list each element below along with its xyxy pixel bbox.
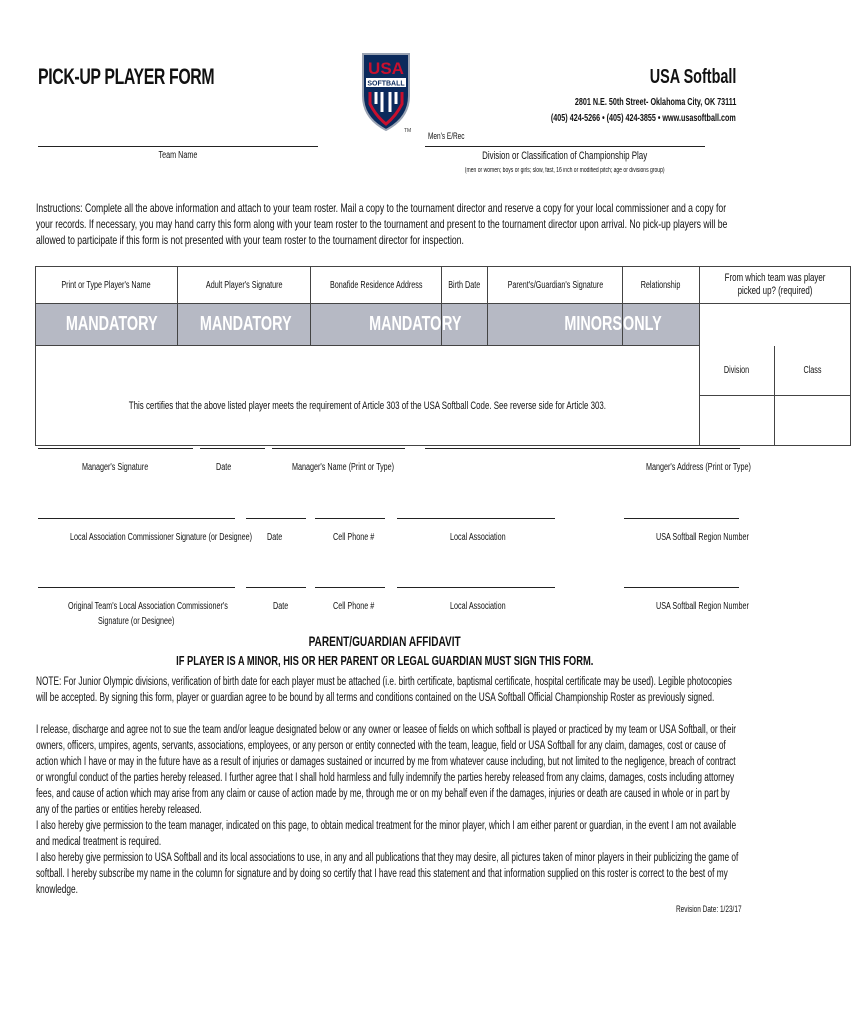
commissioner-phone-label: Cell Phone # xyxy=(333,532,375,543)
manager-name-label: Manager's Name (Print or Type) xyxy=(292,462,395,473)
mandatory-adult-signature[interactable]: MANDATORY xyxy=(177,304,311,346)
manager-name-line[interactable] xyxy=(272,448,405,449)
original-phone-label: Cell Phone # xyxy=(333,601,375,612)
original-region-label: USA Softball Region Number xyxy=(656,601,749,612)
header-parent-signature: Parent's/Guardian's Signature xyxy=(487,267,622,304)
commissioner-date-line[interactable] xyxy=(246,518,306,519)
division-hint: (men or women; boys or girls; slow, fast, 16 inch or modified pitch; age or divisions group) xyxy=(465,167,665,174)
original-date-label: Date xyxy=(273,601,289,612)
instructions-text: Instructions: Complete all the above information and attach to your team roster. Mail a copy to the tournament director and reserve a copy for your local commissioner and a copy for your records. If necessary, you may hand carry this form along with your team roster to the tournament and present to the tournament director upon arrival. No pick-up players will be allowed to participate if this form is not presented with your team roster to the tournament director for inspection. xyxy=(36,201,728,247)
mandatory-birth-date[interactable]: RY xyxy=(442,304,488,346)
commissioner-date-label: Date xyxy=(267,532,283,543)
org-name: USA Softball xyxy=(649,66,736,88)
header-picked-up-from: From which team was player picked up? (required) xyxy=(699,267,850,304)
original-local-association-line[interactable] xyxy=(397,587,555,588)
mandatory-address[interactable]: MANDATO xyxy=(311,304,442,346)
form-title: PICK-UP PLAYER FORM xyxy=(38,64,215,89)
affidavit-photos: I also hereby give permission to USA Softball and its local associations to use, in any and all publications that they may desire, all pictures taken of minor players in their publicizing the game of softball. I hereby subscribe my name in the column for signature and by doing so certify that I have read this statement and that information supplied on this roster is correct to the best of my knowledge. xyxy=(36,852,739,896)
manager-signature-line[interactable] xyxy=(38,448,193,449)
commissioner-phone-line[interactable] xyxy=(315,518,385,519)
logo-text-softball: SOFTBALL xyxy=(367,80,405,88)
division-line[interactable] xyxy=(425,146,705,147)
mandatory-player-name[interactable]: MANDATORY xyxy=(36,304,178,346)
commissioner-signature-label: Local Association Commissioner Signature (or Designee) xyxy=(70,532,253,543)
affidavit-subtitle: IF PLAYER IS A MINOR, HIS OR HER PARENT OR LEGAL GUARDIAN MUST SIGN THIS FORM. xyxy=(176,653,594,668)
original-phone-line[interactable] xyxy=(315,587,385,588)
logo-tm: TM xyxy=(404,128,412,134)
usa-softball-logo xyxy=(360,52,412,132)
manager-address-line[interactable] xyxy=(425,448,740,449)
manager-address-label: Manger's Address (Print or Type) xyxy=(646,462,751,473)
header-adult-signature: Adult Player's Signature xyxy=(177,267,311,304)
affidavit-medical: I also hereby give permission to the team manager, indicated on this page, to obtain medical treatment for the minor player, which I am either parent or guardian, in the event I am not available and medical treatment is required. xyxy=(36,820,737,848)
original-date-line[interactable] xyxy=(246,587,306,588)
affidavit-title: PARENT/GUARDIAN AFFIDAVIT xyxy=(308,633,462,649)
sub-header-class: Class xyxy=(774,346,850,396)
team-name-label: Team Name xyxy=(158,150,198,161)
original-commissioner-label: Original Team's Local Association Commissioner's xyxy=(68,601,228,612)
manager-date-label: Date xyxy=(216,462,232,473)
local-association-label: Local Association xyxy=(450,532,506,543)
region-number-label: USA Softball Region Number xyxy=(656,532,749,543)
affidavit-note: NOTE: For Junior Olympic divisions, verification of birth date for each player must be attached (i.e. birth certificate, baptismal certificate, hospital certificate may be used). Legible photocopies will be accepted. By signing this form, player or guardian agree to be bound by all terms and conditions contained on the USA Softball Official Championship Roster as previously signed. xyxy=(36,676,732,704)
team-name-line[interactable] xyxy=(38,146,318,147)
division-field[interactable] xyxy=(699,396,774,446)
header-birth-date: Birth Date xyxy=(442,267,488,304)
org-contact: (405) 424-5266 • (405) 424-3855 • www.usasoftball.com xyxy=(551,113,736,124)
logo-text-usa: USA xyxy=(368,59,404,78)
local-association-line[interactable] xyxy=(397,518,555,519)
revision-date: Revision Date: 1/23/17 xyxy=(676,904,742,914)
affidavit-release: I release, discharge and agree not to sue the team and/or league designated below or any owner or leasee of fields on which softball is played or practiced by my team or USA Softball, or their owners, officers, umpires, agents, servants, associations, employees, or any person or entity connected with the team, league, field or USA Softball for any claim, damages, cost or cause of action which I have or may in the future have as a result of injuries or damages sustained or incurred by me from whatever cause including, but not limited to the negligence, breach of contract or wrongful conduct of the parties hereby released. I further agree that I shall hold harmless and fully indemnify the parties hereby released from any claims, damages, costs including attorney fees, and cause of action which may arise from any claim or cause of action made by me, through me or on my behalf even if the damages, injuries or death are caused in whole or in part by any of the parties or entities hereby released. xyxy=(36,724,737,816)
certification-cell: This certifies that the above listed player meets the requirement of Article 303 of the USA Softball Code. See reverse side for Article 303. xyxy=(36,346,700,446)
original-commissioner-signature-line[interactable] xyxy=(38,587,235,588)
header-relationship: Relationship xyxy=(623,267,700,304)
original-local-association-label: Local Association xyxy=(450,601,506,612)
roster-table xyxy=(35,266,851,446)
manager-signature-label: Manager's Signature xyxy=(82,462,149,473)
minors-relationship[interactable]: ONLY xyxy=(623,304,700,346)
minors-parent-signature[interactable]: MINORS xyxy=(487,304,622,346)
original-commissioner-label-2: Signature (or Designee) xyxy=(98,616,175,627)
division-value[interactable]: Men's E/Rec xyxy=(428,131,465,141)
commissioner-signature-line[interactable] xyxy=(38,518,235,519)
region-number-line[interactable] xyxy=(624,518,739,519)
picked-up-team-field[interactable] xyxy=(699,304,850,346)
manager-date-line[interactable] xyxy=(200,448,265,449)
sub-header-division: Division xyxy=(699,346,774,396)
org-address: 2801 N.E. 50th Street- Oklahoma City, OK 73111 xyxy=(574,97,736,108)
class-field[interactable] xyxy=(774,396,850,446)
header-residence-address: Bonafide Residence Address xyxy=(311,267,442,304)
original-region-line[interactable] xyxy=(624,587,739,588)
division-label: Division or Classification of Championship Play xyxy=(482,150,648,162)
header-player-name: Print or Type Player's Name xyxy=(36,267,178,304)
